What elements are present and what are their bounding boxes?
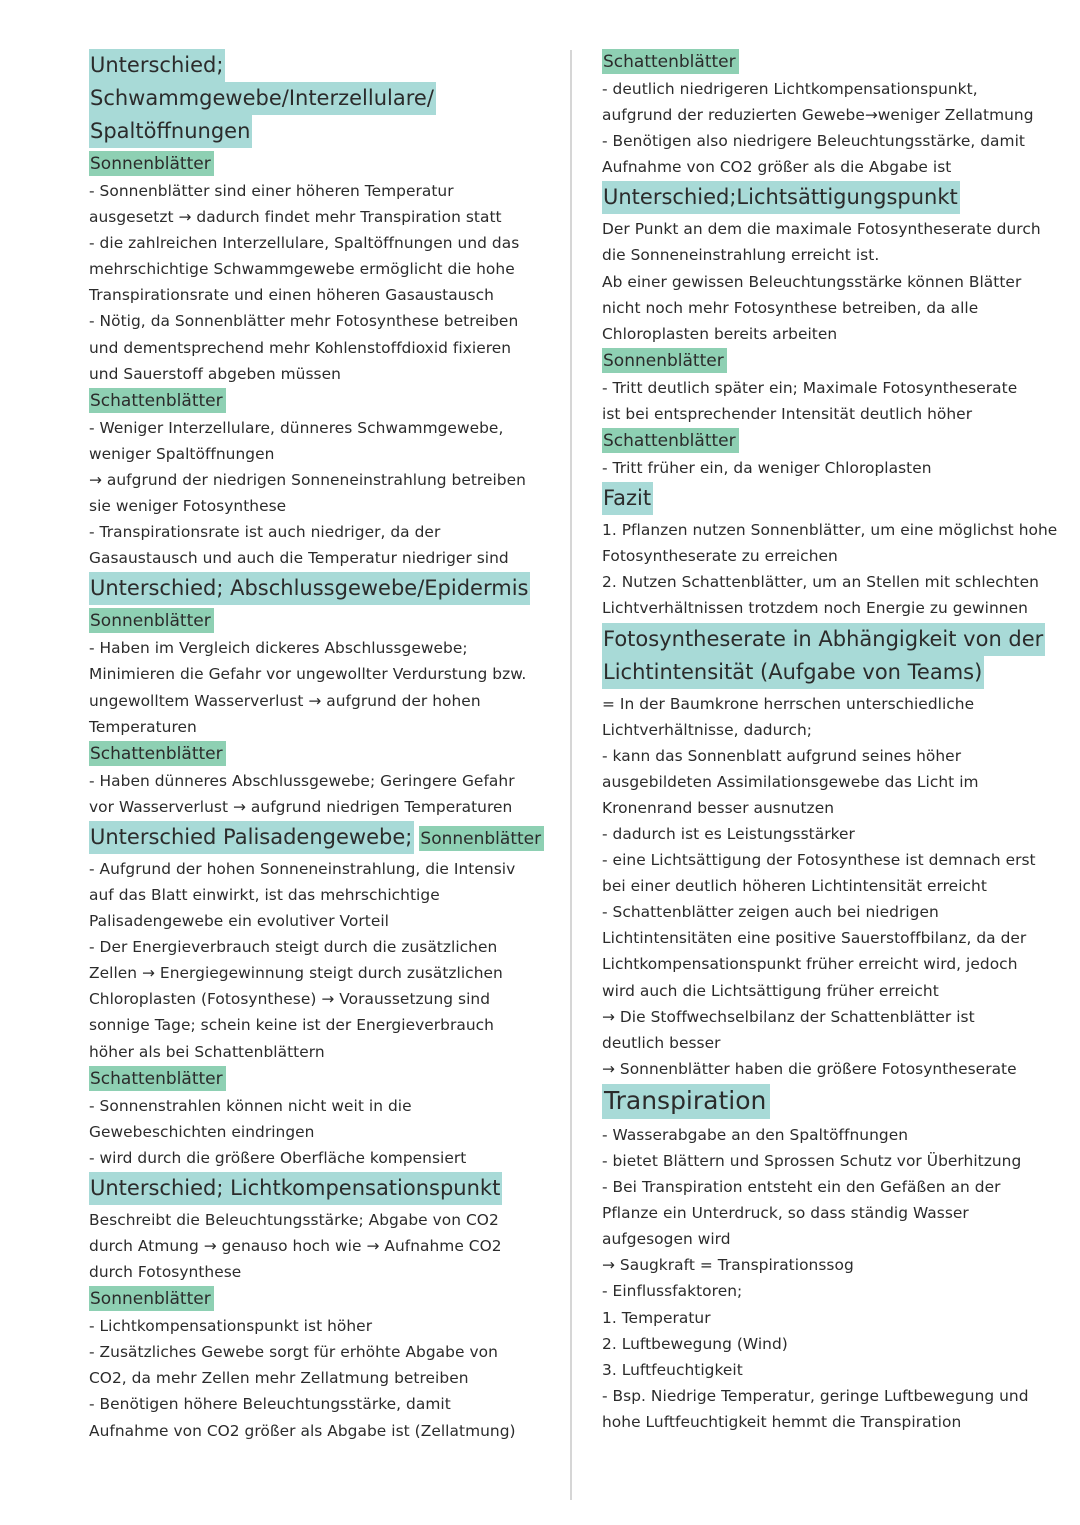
- text-line: aufgrund der reduzierten Gewebe→weniger Zellatmung: [602, 106, 1034, 125]
- text-line: - Bsp. Niedrige Temperatur, geringe Luftbewegung und: [602, 1386, 1029, 1405]
- sonnenblaetter-label: Sonnenblätter: [602, 348, 727, 373]
- text-block: [602, 375, 1058, 427]
- text-line: Chloroplasten bereits arbeiten: [602, 324, 838, 343]
- text-line: - dadurch ist es Leistungsstärker: [602, 824, 855, 843]
- text-block: [602, 1122, 1058, 1435]
- section-fazit: [602, 481, 1058, 621]
- section-schwammgewebe: [89, 49, 551, 571]
- text-line: - Haben im Vergleich dickeres Abschlussgewebe;: [89, 639, 468, 658]
- text-block: [89, 1207, 551, 1285]
- text-line: - Haben dünneres Abschlussgewebe; Geringere Gefahr: [89, 771, 515, 790]
- text-line: Palisadengewebe ein evolutiver Vorteil: [89, 912, 389, 931]
- text-block: [602, 216, 1058, 346]
- text-line: Lichtverhältnissen trotzdem noch Energie zu gewinnen: [602, 599, 1028, 618]
- section-heading: Unterschied Palisadengewebe;: [89, 821, 414, 854]
- sonnenblaetter-label: Sonnenblätter: [419, 826, 544, 851]
- text-line: höher als bei Schattenblättern: [89, 1042, 325, 1061]
- text-line: Pflanze ein Unterdruck, so dass ständig Wasser: [602, 1204, 969, 1223]
- text-line: → Saugkraft = Transpirationssog: [602, 1256, 854, 1275]
- text-line: ausgesetzt → dadurch findet mehr Transpiration statt: [89, 208, 502, 227]
- text-block: [89, 178, 551, 387]
- text-line: weniger Spaltöffnungen: [89, 444, 275, 463]
- text-line: - Tritt früher ein, da weniger Chloroplasten: [602, 459, 932, 478]
- section-palisadengewebe: [89, 820, 551, 1171]
- section-abschlussgewebe: [89, 571, 551, 820]
- text-line: Kronenrand besser ausnutzen: [602, 798, 835, 817]
- section-fotosyntheserate: [602, 623, 1058, 1082]
- text-line: - bietet Blättern und Sprossen Schutz vor Überhitzung: [602, 1152, 1022, 1170]
- text-line: 2. Nutzen Schattenblätter, um an Stellen mit schlechten: [602, 573, 1039, 592]
- sonnenblaetter-label: Sonnenblätter: [89, 608, 214, 633]
- text-line: - Aufgrund der hohen Sonneneinstrahlung, die Intensiv: [89, 859, 516, 878]
- section-lichtsaettigungspunkt: [602, 180, 1058, 481]
- text-block: [602, 691, 1058, 1082]
- text-line: Gasaustausch und auch die Temperatur niedriger sind: [89, 549, 509, 568]
- text-line: Lichtintensitäten eine positive Sauerstoffbilanz, da der: [602, 929, 1027, 948]
- schattenblaetter-label: Schattenblätter: [89, 741, 226, 766]
- text-line: - deutlich niedrigeren Lichtkompensationspunkt,: [602, 80, 978, 98]
- text-line: hohe Luftfeuchtigkeit hemmt die Transpiration: [602, 1412, 962, 1431]
- text-line: aufgesogen wird: [602, 1230, 731, 1249]
- text-line: 2. Luftbewegung (Wind): [602, 1334, 788, 1353]
- text-line: Transpirationsrate und einen höheren Gasaustausch: [89, 286, 494, 305]
- text-line: - die zahlreichen Interzellulare, Spaltöffnungen und das: [89, 234, 520, 253]
- sonnenblaetter-label: Sonnenblätter: [89, 1286, 214, 1311]
- text-block: [89, 768, 551, 820]
- left-column: [89, 48, 551, 1444]
- right-column: [602, 48, 1058, 1435]
- column-divider: [570, 50, 572, 1500]
- text-line: - Sonnenblätter sind einer höheren Temperatur: [89, 182, 454, 200]
- text-block: [89, 856, 551, 1065]
- text-line: durch Atmung → genauso hoch wie → Aufnahme CO2: [89, 1237, 502, 1255]
- text-line: ist bei entsprechender Intensität deutlich höher: [602, 404, 973, 423]
- text-line: - eine Lichtsättigung der Fotosynthese ist demnach erst: [602, 851, 1036, 870]
- text-line: - Benötigen höhere Beleuchtungsstärke, damit: [89, 1395, 451, 1414]
- text-line: Gewebeschichten eindringen: [89, 1122, 315, 1141]
- text-line: Aufnahme von CO2 größer als Abgabe ist (Zellatmung): [89, 1421, 516, 1440]
- schattenblaetter-label: Schattenblätter: [602, 428, 739, 453]
- text-line: - Wasserabgabe an den Spaltöffnungen: [602, 1125, 909, 1144]
- text-line: Minimieren die Gefahr vor ungewollter Verdurstung bzw.: [89, 665, 527, 684]
- text-line: → Die Stoffwechselbilanz der Schattenblätter ist: [602, 1007, 975, 1026]
- section-heading: Unterschied; Abschlussgewebe/Epidermis: [89, 572, 530, 605]
- section-heading: Unterschied; Lichtkompensationspunkt: [89, 1172, 502, 1205]
- text-block: [602, 76, 1058, 180]
- text-line: Beschreibt die Beleuchtungsstärke; Abgabe von CO2: [89, 1210, 499, 1229]
- text-line: Der Punkt an dem die maximale Fotosyntheserate durch: [602, 220, 1041, 239]
- text-line: mehrschichtige Schwammgewebe ermöglicht die hohe: [89, 260, 515, 279]
- text-line: Lichtkompensationspunkt früher erreicht wird, jedoch: [602, 955, 1018, 974]
- text-line: wird auch die Lichtsättigung früher erreicht: [602, 981, 939, 1000]
- text-line: - Transpirationsrate ist auch niedriger, da der: [89, 523, 441, 542]
- text-line: bei einer deutlich höheren Lichtintensität erreicht: [602, 877, 987, 896]
- sonnenblaetter-label: Sonnenblätter: [89, 151, 214, 176]
- text-line: sie weniger Fotosynthese: [89, 497, 287, 516]
- text-line: CO2, da mehr Zellen mehr Zellatmung betreiben: [89, 1369, 469, 1388]
- text-line: - Sonnenstrahlen können nicht weit in die: [89, 1096, 412, 1115]
- text-line: → Sonnenblätter haben die größere Fotosyntheserate: [602, 1059, 1017, 1078]
- text-line: 1. Pflanzen nutzen Sonnenblätter, um eine möglichst hohe: [602, 521, 1058, 540]
- schattenblaetter-label: Schattenblätter: [89, 388, 226, 413]
- text-block: [89, 635, 551, 739]
- text-line: nicht noch mehr Fotosynthese betreiben, da alle: [602, 298, 979, 317]
- text-line: - Tritt deutlich später ein; Maximale Fotosyntheserate: [602, 378, 1018, 397]
- text-line: durch Fotosynthese: [89, 1263, 242, 1282]
- section-heading: Unterschied;Lichtsättigungspunkt: [602, 181, 960, 214]
- text-line: vor Wasserverlust → aufgrund niedrigen Temperaturen: [89, 797, 513, 816]
- text-line: - Weniger Interzellulare, dünneres Schwammgewebe,: [89, 418, 504, 437]
- text-block: [602, 517, 1058, 621]
- text-line: - Bei Transpiration entsteht ein den Gefäßen an der: [602, 1178, 1001, 1197]
- text-line: Lichtverhältnisse, dadurch;: [602, 720, 813, 739]
- schattenblaetter-label: Schattenblätter: [602, 49, 739, 74]
- text-line: - Benötigen also niedrigere Beleuchtungsstärke, damit: [602, 132, 1025, 151]
- text-line: die Sonneneinstrahlung erreicht ist.: [602, 246, 880, 265]
- text-line: ausgebildeten Assimilationsgewebe das Licht im: [602, 772, 979, 791]
- text-block: [89, 1313, 551, 1443]
- text-line: - Schattenblätter zeigen auch bei niedrigen: [602, 903, 939, 922]
- section-lichtkomp-schatten: [602, 48, 1058, 180]
- text-line: - Der Energieverbrauch steigt durch die zusätzlichen: [89, 938, 498, 957]
- section-transpiration: [602, 1082, 1058, 1435]
- section-lichtkompensationspunkt: [89, 1171, 551, 1444]
- text-line: und Sauerstoff abgeben müssen: [89, 364, 341, 383]
- text-line: - kann das Sonnenblatt aufgrund seines höher: [602, 746, 962, 765]
- section-heading: Transpiration: [602, 1084, 770, 1119]
- text-line: 3. Luftfeuchtigkeit: [602, 1360, 743, 1379]
- text-line: - Lichtkompensationspunkt ist höher: [89, 1317, 373, 1336]
- text-line: - Nötig, da Sonnenblätter mehr Fotosynthese betreiben: [89, 312, 519, 331]
- text-line: Temperaturen: [89, 717, 197, 736]
- text-line: - Einflussfaktoren;: [602, 1282, 743, 1301]
- text-line: auf das Blatt einwirkt, ist das mehrschichtige: [89, 885, 440, 904]
- section-heading: Fazit: [602, 482, 653, 515]
- text-line: - wird durch die größere Oberfläche kompensiert: [89, 1148, 467, 1167]
- text-line: - Zusätzliches Gewebe sorgt für erhöhte Abgabe von: [89, 1343, 498, 1362]
- text-line: und dementsprechend mehr Kohlenstoffdioxid fixieren: [89, 338, 512, 357]
- text-block: [89, 415, 551, 572]
- text-line: = In der Baumkrone herrschen unterschiedliche: [602, 694, 975, 713]
- text-line: Chloroplasten (Fotosynthese) → Voraussetzung sind: [89, 990, 491, 1009]
- text-line: Aufnahme von CO2 größer als die Abgabe ist: [602, 158, 952, 177]
- text-block: [89, 1093, 551, 1171]
- section-heading: Fotosyntheserate in Abhängigkeit von der Lichtintensität (Aufgabe von Teams): [602, 623, 1058, 689]
- text-line: ungewolltem Wasserverlust → aufgrund der hohen: [89, 691, 481, 710]
- section-heading: Unterschied; Schwammgewebe/Interzellulare/ Spaltöffnungen: [89, 49, 551, 148]
- text-line: deutlich besser: [602, 1033, 721, 1052]
- text-line: Ab einer gewissen Beleuchtungsstärke können Blätter: [602, 272, 1022, 291]
- schattenblaetter-label: Schattenblätter: [89, 1066, 226, 1091]
- text-line: Fotosyntheserate zu erreichen: [602, 547, 838, 566]
- text-line: sonnige Tage; schein keine ist der Energieverbrauch: [89, 1016, 494, 1035]
- text-block: [602, 455, 1058, 481]
- text-line: Zellen → Energiegewinnung steigt durch zusätzlichen: [89, 964, 503, 983]
- text-line: 1. Temperatur: [602, 1308, 711, 1327]
- text-line: → aufgrund der niedrigen Sonneneinstrahlung betreiben: [89, 470, 526, 489]
